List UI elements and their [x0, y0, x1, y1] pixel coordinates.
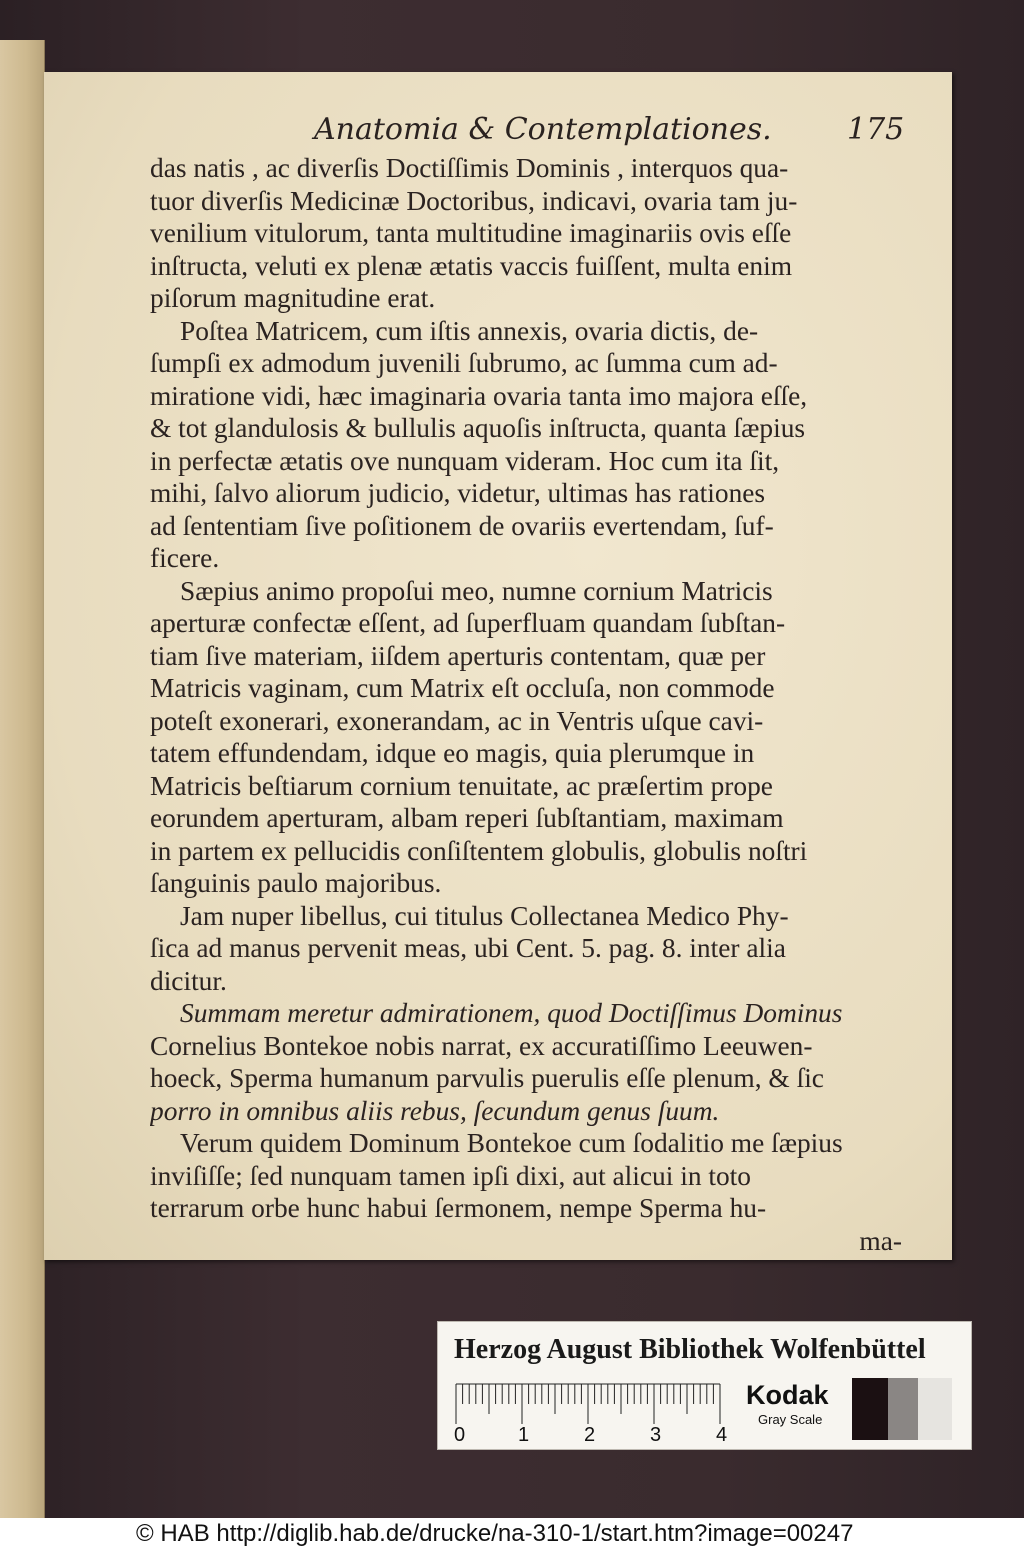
ruler-label: 3 [650, 1424, 662, 1446]
ruler-label: 0 [454, 1424, 466, 1446]
text-line: inſtructa, veluti ex plenæ ætatis vaccis fuiſſent, multa enim [150, 250, 793, 281]
body-text [150, 152, 902, 1257]
text-line: porro in omnibus aliis rebus, ſecundum genus ſuum. [150, 1095, 720, 1126]
text-line: Cornelius Bontekoe nobis narrat, ex accuratiſſimo Leeuwen- [150, 1030, 813, 1061]
copyright-footer [0, 1518, 1024, 1553]
text-line: Verum quidem Dominum Bontekoe cum ſodalitio me ſæpius [180, 1128, 843, 1158]
library-name: Herzog August Bibliothek Wolfenbüttel [454, 1334, 926, 1365]
text-line: ma- [859, 1225, 902, 1256]
gray-swatch-dark [852, 1378, 888, 1440]
text-line: ficere. [150, 543, 220, 573]
text-line: piſorum magnitudine erat. [150, 283, 436, 313]
ruler-ticks [454, 1378, 736, 1424]
text-line: tatem effundendam, idque eo magis, quia plerumque in [150, 738, 755, 768]
kodak-subtitle: Gray Scale [758, 1412, 823, 1427]
text-line: tuor diverſis Medicinæ Doctoribus, indicavi, ovaria tam ju- [150, 185, 798, 216]
running-head [314, 112, 914, 152]
text-line: Sæpius animo propoſui meo, numne cornium Matricis [180, 575, 773, 606]
ruler-label: 1 [518, 1424, 530, 1446]
text-line: ad ſententiam ſive poſitionem de ovariis evertendam, ſuf- [150, 510, 774, 541]
color-calibration-bar [437, 1321, 972, 1450]
text-line: eorundem aperturam, albam reperi ſubſtantiam, maximam [150, 803, 784, 833]
footer-link-text: © HAB http://diglib.hab.de/drucke/na-310-1/start.htm?image=00247 [136, 1520, 854, 1547]
text-line: Poſtea Matricem, cum iſtis annexis, ovaria dictis, de- [180, 315, 759, 346]
text-line: poteſt exonerari, exonerandam, ac in Ventris uſque cavi- [150, 705, 764, 736]
text-line: in partem ex pellucidis conſiſtentem globulis, globulis noſtri [150, 835, 808, 866]
text-line: inviſiſſe; ſed nunquam tamen ipſi dixi, aut alicui in toto [150, 1160, 751, 1191]
ruler [454, 1378, 736, 1446]
text-line: & tot glandulosis & bullulis aquoſis inſtructa, quanta ſæpius [150, 413, 806, 443]
text-line: aperturæ confectæ eſſent, ad ſuperfluam quandam ſubſtan- [150, 608, 786, 638]
text-line: venilium vitulorum, tanta multitudine imaginariis ovis eſſe [150, 218, 792, 248]
kodak-logo: Kodak [746, 1380, 829, 1410]
text-line: ſica ad manus pervenit meas, ubi Cent. 5. pag. 8. inter alia [150, 933, 786, 963]
page-number: 175 [847, 112, 905, 147]
gray-swatch-light [918, 1378, 952, 1440]
gray-swatch-mid [888, 1378, 918, 1440]
text-line: Jam nuper libellus, cui titulus Collectanea Medico Phy- [180, 900, 789, 931]
text-line: Matricis beſtiarum cornium tenuitate, ac præſertim prope [150, 770, 773, 801]
facing-page-edge [0, 40, 45, 1520]
book-page [44, 72, 952, 1260]
running-title: Anatomia & Contemplationes. [314, 112, 772, 147]
text-line: Summam meretur admirationem, quod Doctiſſimus Dominus [180, 998, 843, 1028]
text-line: terrarum orbe hunc habui ſermonem, nempe Sperma hu- [150, 1193, 767, 1223]
text-line: mihi, ſalvo aliorum judicio, videtur, ultimas has rationes [150, 478, 766, 508]
text-line: dicitur. [150, 965, 227, 996]
text-line: ſumpſi ex admodum juvenili ſubrumo, ac ſumma cum ad- [150, 348, 778, 378]
text-line: das natis , ac diverſis Doctiſſimis Dominis , interquos qua- [150, 153, 789, 183]
text-line: Matricis vaginam, cum Matrix eſt occluſa, non commode [150, 673, 775, 703]
text-line: tiam ſive materiam, iiſdem aperturis contentam, quæ per [150, 640, 766, 671]
ruler-label: 2 [584, 1424, 596, 1446]
text-line: ſanguinis paulo majoribus. [150, 868, 442, 898]
ruler-label: 4 [716, 1424, 728, 1446]
text-line: miratione vidi, hæc imaginaria ovaria tanta imo majora eſſe, [150, 380, 808, 411]
text-line: hoeck, Sperma humanum parvulis puerulis eſſe plenum, & ſic [150, 1063, 824, 1093]
text-line: in perfectæ ætatis ove nunquam videram. Hoc cum ita ſit, [150, 445, 780, 476]
